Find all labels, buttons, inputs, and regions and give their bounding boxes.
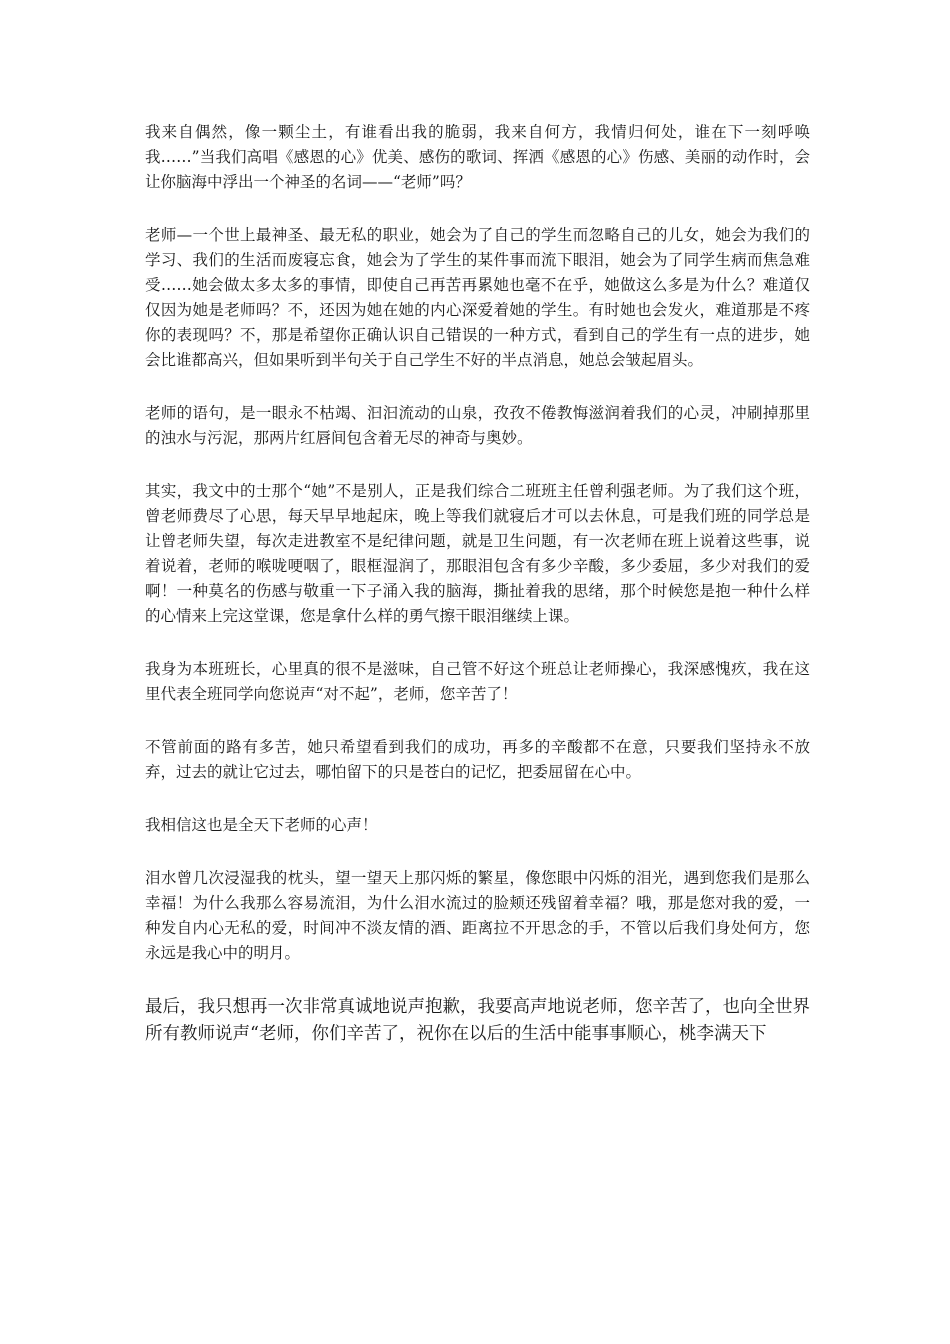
document-body <box>145 120 810 1076</box>
paragraph-intro: 我来自偶然，像一颗尘土，有谁看出我的脆弱，我来自何方，我情归何处，谁在下一刻呼唤我……”当我们高唱《感恩的心》优美、感伤的歌词、挥洒《感恩的心》伤感、美丽的动作时，会让你脑海中浮出一个神圣的名词——“老师”吗？ <box>145 123 810 191</box>
paragraph-closing: 最后，我只想再一次非常真诚地说声抱歉，我要高声地说老师，您辛苦了，也向全世界所有教师说声“老师，你们辛苦了，祝你在以后的生活中能事事顺心，桃李满天下 <box>145 997 810 1044</box>
paragraph-hope: 不管前面的路有多苦，她只希望看到我们的成功，再多的辛酸都不在意，只要我们坚持永不放弃，过去的就让它过去，哪怕留下的只是苍白的记忆，把委屈留在心中。 <box>145 738 810 781</box>
paragraph-tears: 泪水曾几次浸湿我的枕头，望一望天上那闪烁的繁星，像您眼中闪烁的泪光，遇到您我们是那么幸福！为什么我那么容易流泪，为什么泪水流过的脸颊还残留着幸福？哦，那是您对我的爱，一种发自内心无私的爱，时间冲不淡友情的酒、距离拉不开思念的手，不管以后我们身处何方，您永远是我心中的明月。 <box>145 869 810 962</box>
paragraph-belief: 我相信这也是全天下老师的心声！ <box>145 816 378 834</box>
paragraph-class-monitor: 我身为本班班长，心里真的很不是滋味，自己管不好这个班总让老师操心，我深感愧疚，我在这里代表全班同学向您说声“对不起”，老师，您辛苦了！ <box>145 660 810 703</box>
paragraph-teacher-profession: 老师—一个世上最神圣、最无私的职业，她会为了自己的学生而忽略自己的儿女，她会为我们的学习、我们的生活而废寝忘食，她会为了学生的某件事而流下眼泪，她会为了同学生病而焦急难受……她会做太多太多的事情，即使自己再苦再累她也毫不在乎，她做这么多是为什么？难道仅仅因为她是老师吗？不，还因为她在她的内心深爱着她的学生。有时她也会发火，难道那是不疼你的表现吗？不，那是希望你正确认识自己错误的一种方式，看到自己的学生有一点的进步，她会比谁都高兴，但如果听到半句关于自己学生不好的半点消息，她总会皱起眉头。 <box>145 226 810 369</box>
paragraph-teacher-words: 老师的语句，是一眼永不枯竭、汩汩流动的山泉，孜孜不倦教悔滋润着我们的心灵，冲刷掉那里的浊水与污泥，那两片红唇间包含着无尽的神奇与奥妙。 <box>145 404 810 447</box>
paragraph-teacher-zeng: 其实，我文中的士那个“她”不是别人，正是我们综合二班班主任曾利强老师。为了我们这个班，曾老师费尽了心思，每天早早地起床，晚上等我们就寝后才可以去休息，可是我们班的同学总是让曾老师失望，每次走进教室不是纪律问题，就是卫生问题，有一次老师在班上说着这些事，说着说着，老师的喉咙哽咽了，眼框湿润了，那眼泪包含有多少辛酸，多少委屈，多少对我们的爱啊！一种莫名的伤感与敬重一下子涌入我的脑海，撕扯着我的思绪，那个时候您是抱一种什么样的心情来上完这堂课，您是拿什么样的勇气擦干眼泪继续上课。 <box>145 482 810 625</box>
